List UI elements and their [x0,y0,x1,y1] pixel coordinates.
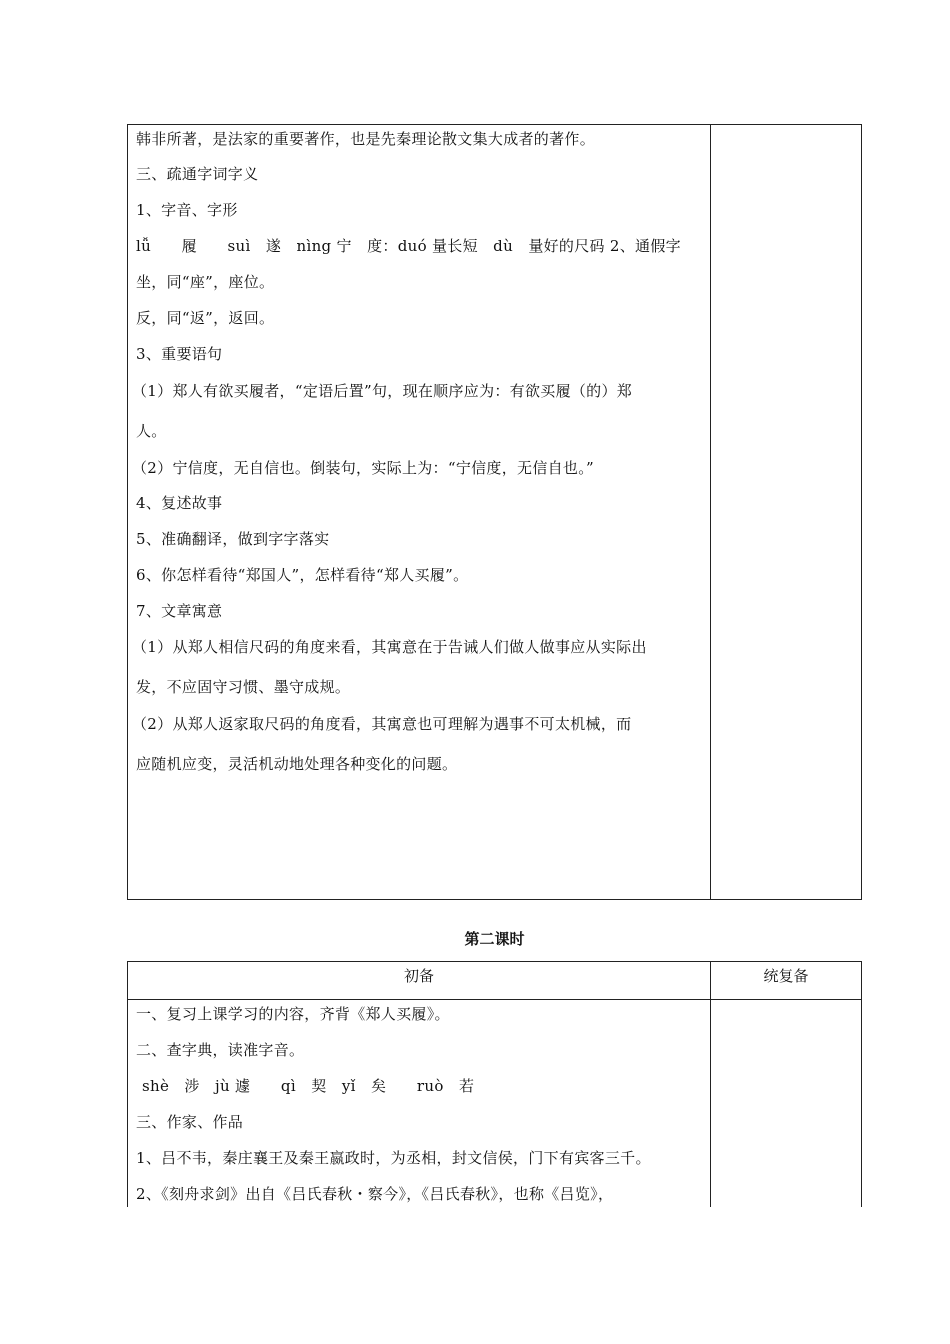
text-line: 三、作家、作品 [136,1113,244,1131]
text-line: 7、文章寓意 [136,602,223,620]
text-line: 1、吕不韦，秦庄襄王及秦王嬴政时，为丞相，封文信侯，门下有宾客三千。 [136,1149,651,1167]
text-line: （2）从郑人返家取尺码的角度看，其寓意也可理解为遇事不可太机械，而 [132,715,632,733]
text-line: shè 涉 jù 遽 qì 契 yǐ 矣 ruò 若 [142,1077,475,1095]
text-line: 6、你怎样看待“郑国人”，怎样看待“郑人买履”。 [136,566,469,584]
text-line: 发，不应固守习惯、墨守成规。 [136,678,351,696]
section-heading: 第二课时 [464,930,525,948]
text-line: （2）宁信度，无自信也。倒装句，实际上为：“宁信度，无信自也。” [132,459,594,477]
text-line: 2、《刻舟求剑》出自《吕氏春秋・察今》，《吕氏春秋》，也称《吕览》， [136,1185,614,1203]
text-line: （1）从郑人相信尺码的角度来看，其寓意在于告诫人们做人做事应从实际出 [132,638,647,656]
column-divider [710,125,711,899]
text-line: 坐，同“座”，座位。 [136,273,275,291]
text-line: 4、复述故事 [136,494,223,512]
text-line: （1）郑人有欲买履者，“定语后置”句，现在顺序应为：有欲买履（的）郑 [132,382,633,400]
text-line: 反，同“返”，返回。 [136,309,275,327]
text-line: lǚ 履 suì 遂 nìng 宁 度：duó 量长短 dù 量好的尺码 2、通假字 [136,237,681,255]
header-review-prep: 统复备 [763,967,809,985]
header-initial-prep: 初备 [403,967,434,985]
text-line: 1、字音、字形 [136,201,238,219]
text-line: 三、疏通字词字义 [136,165,259,183]
text-line: 3、重要语句 [136,345,223,363]
text-line: 应随机应变，灵活机动地处理各种变化的问题。 [136,755,458,773]
lesson-table-2 [127,961,862,1207]
text-line: 5、准确翻译，做到字字落实 [136,530,330,548]
lesson-table-1 [127,124,862,900]
text-line: 二、查字典，读准字音。 [136,1041,305,1059]
text-line: 人。 [136,422,167,440]
text-line: 一、复习上课学习的内容，齐背《郑人买履》。 [136,1005,450,1023]
text-line: 韩非所著，是法家的重要著作，也是先秦理论散文集大成者的著作。 [136,130,596,148]
